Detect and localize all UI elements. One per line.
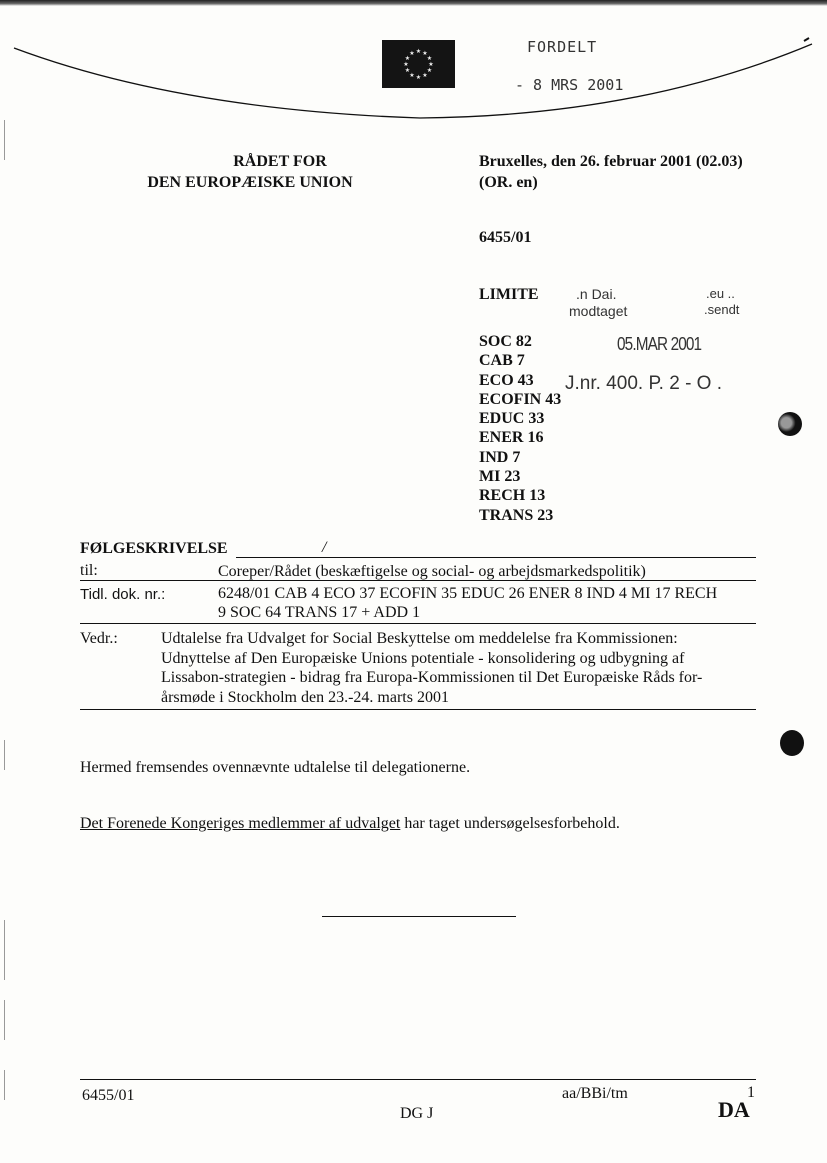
footer-directorate: DG J [400,1105,434,1122]
end-separator [322,916,516,917]
rule [236,557,756,558]
svg-text:★: ★ [426,55,433,62]
svg-text:★: ★ [415,48,422,55]
page-number: 1 [747,1084,755,1101]
previous-docs-line: 6248/01 CAB 4 ECO 37 ECOFIN 35 EDUC 26 ENER 8 IND 4 MI 17 RECH [218,585,718,602]
to-label: til: [80,562,98,579]
journal-number-handwritten: J.nr. 400. P. 2 - O . [565,373,723,394]
previous-docs-line: 9 SOC 64 TRANS 17 + ADD 1 [218,604,421,621]
eu-flag-logo [382,40,455,88]
subject-code: ECO 43 [479,371,534,389]
scan-margin-mark [4,740,5,770]
subject-line: Lissabon-strategien - bidrag fra Europa-Kommissionen til Det Europæiske Råds for- [161,669,703,686]
scan-margin-mark [4,920,5,980]
subject-code: CAB 7 [479,352,525,370]
received-stamp-part: modtaget [569,303,628,319]
scan-margin-mark [4,1070,5,1100]
svg-text:★: ★ [409,72,415,79]
language-code: DA [718,1097,750,1122]
council-name [100,151,400,193]
footer-rule [80,1079,756,1080]
reservation-text: har taget undersøgelsesforbehold. [400,815,620,832]
rule [80,580,756,581]
pen-mark: / [322,539,327,556]
punch-hole [778,412,802,436]
punch-hole [780,730,804,756]
body-paragraph [80,815,620,833]
reservation-subject: Det Forenede Kongeriges medlemmer af udvalget [80,815,401,832]
original-language: (OR. en) [479,174,538,191]
svg-text:★: ★ [415,74,422,81]
cover-note-heading: FØLGESKRIVELSE [80,540,228,557]
distribution-stamp-date: - 8 MRS 2001 [515,76,624,94]
subject-value [161,629,702,707]
previous-docs-value [218,584,717,622]
subject-code: MI 23 [479,468,521,486]
footer-doc-number: 6455/01 [82,1087,135,1104]
subject-codes [479,332,561,525]
svg-text:★: ★ [422,72,428,79]
council-name-line1: RÅDET FOR [233,153,327,170]
svg-text:★: ★ [403,61,409,68]
to-value: Coreper/Rådet (beskæftigelse og social- og arbejdsmarkedspolitik) [218,563,646,580]
subject-code: ECOFIN 43 [479,390,562,408]
subject-line: Udnyttelse af Den Europæiske Unions potentiale - konsolidering og udbygning af [161,649,685,667]
svg-text:★: ★ [409,50,415,57]
subject-code: IND 7 [479,448,521,466]
subject-code: RECH 13 [479,487,546,505]
subject-code: TRANS 23 [479,506,554,524]
body-paragraph: Hermed fremsendes ovennævnte udtalelse til delegationerne. [80,759,471,776]
footer-initials: aa/BBi/tm [562,1085,628,1102]
svg-text:★: ★ [422,50,428,57]
svg-text:★: ★ [404,67,411,74]
received-stamp-part: .n Dai. [576,286,617,302]
council-name-line2: DEN EUROPÆISKE UNION [147,174,353,191]
subject-code: EDUC 33 [479,410,545,428]
classification-label: LIMITE [479,286,539,303]
received-stamp-part: .eu .. [706,286,735,301]
place-date: Bruxelles, den 26. februar 2001 (02.03) [479,153,743,170]
svg-text:★: ★ [426,67,433,74]
previous-docs-label: Tidl. dok. nr.: [80,586,166,603]
svg-text:★: ★ [404,55,411,62]
svg-text:★: ★ [428,61,434,68]
subject-label: Vedr.: [80,630,118,647]
received-stamp-part: .sendt [704,302,740,317]
rule [80,709,756,710]
received-stamp-date: 05.MAR 2001 [617,334,702,354]
subject-code: ENER 16 [479,429,544,447]
scan-margin-mark [4,1000,5,1040]
subject-code: SOC 82 [479,333,532,350]
subject-line: årsmøde i Stockholm den 23.-24. marts 2001 [161,688,449,706]
rule [80,623,756,624]
distribution-stamp-title: FORDELT [527,38,598,56]
place-date-block [479,151,743,193]
subject-line: Udtalelse fra Udvalget for Social Beskyttelse om meddelelse fra Kommissionen: [161,630,678,647]
document-number: 6455/01 [479,229,532,246]
